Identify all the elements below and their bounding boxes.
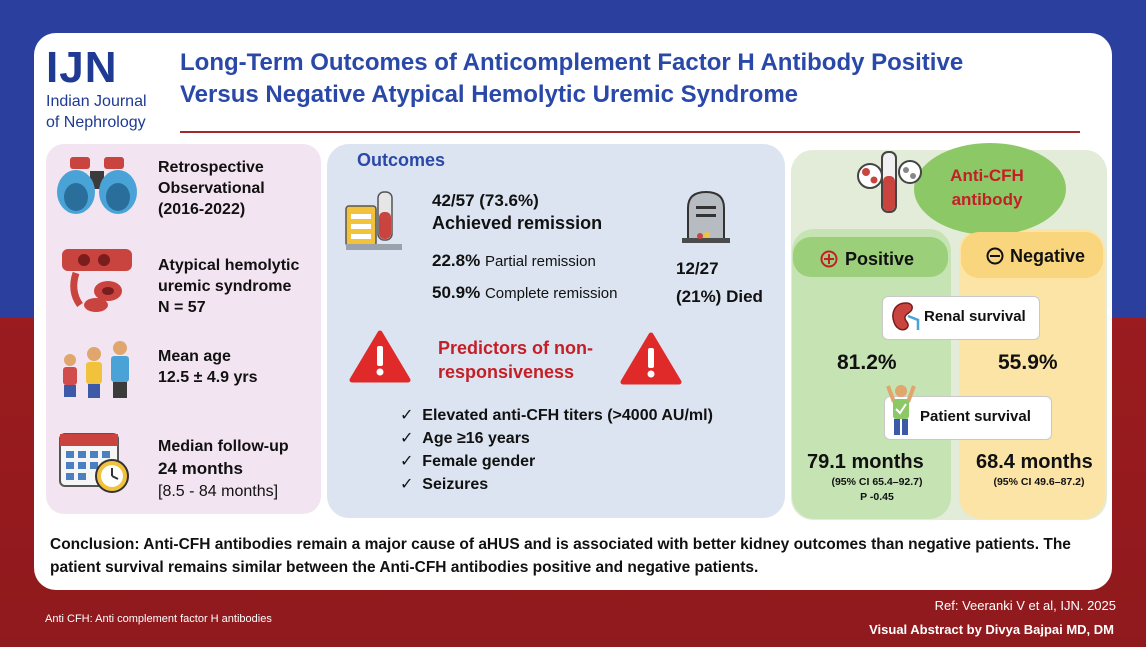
complete-remission-pct: 50.9% [432, 283, 481, 302]
check-icon: ✓ [400, 430, 414, 447]
check-icon: ✓ [400, 476, 414, 493]
blood-cells-tube-icon [856, 150, 922, 216]
follow-up [158, 436, 289, 502]
journal-logo [46, 43, 156, 132]
predictor-text: Seizures [422, 476, 489, 493]
minus-circle-icon [986, 247, 1004, 265]
warning-icon-right [620, 332, 682, 386]
predictor-text: Elevated anti-CFH titers (>4000 AU/ml) [422, 407, 713, 424]
conclusion-text: Conclusion: Anti-CFH antibodies remain a major cause of aHUS and is associated with better kidney outcomes than negative patients. The patient survival remains similar between the Anti-CFH antibodies positive and negative patients. [50, 536, 1071, 576]
outcomes-heading: Outcomes [357, 150, 446, 170]
remission-summary [432, 190, 602, 234]
study-type-line-1: Retrospective [158, 159, 264, 176]
logo-line-2: of Nephrology [46, 114, 146, 131]
predictor-text: Age ≥16 years [422, 430, 530, 447]
kidney-icon [888, 300, 922, 334]
renal-survival-positive: 81.2% [837, 351, 897, 374]
warning-icon-left [349, 330, 411, 384]
study-type [158, 157, 265, 220]
mortality [676, 258, 763, 308]
predictors-list [400, 404, 713, 496]
mean-age [158, 346, 258, 388]
negative-label: Negative [1010, 246, 1086, 266]
list-item [400, 404, 713, 427]
tombstone-icon [680, 190, 732, 244]
patient-icon [884, 384, 918, 438]
patient-survival-positive: 79.1 months [807, 451, 924, 473]
patient-survival-label: Patient survival [920, 408, 1031, 425]
disease-line-1: Atypical hemolytic [158, 257, 300, 274]
mean-age-value: 12.5 ± 4.9 yrs [158, 369, 258, 386]
p-value: P -0.45 [860, 491, 894, 503]
page-title [180, 47, 1060, 111]
predictor-text: Female gender [422, 453, 536, 470]
died-count: 12/27 [676, 259, 719, 278]
title-line-1: Long-Term Outcomes of Anticomplement Factor H Antibody Positive [180, 49, 964, 76]
renal-survival-negative: 55.9% [998, 351, 1058, 374]
disease-line-2: uremic syndrome [158, 278, 292, 295]
check-icon: ✓ [400, 453, 414, 470]
blood-vessel-icon [62, 243, 140, 313]
renal-survival-label: Renal survival [924, 308, 1026, 325]
antibody-badge-line-1: Anti-CFH [950, 166, 1024, 185]
patient-survival-negative: 68.4 months [976, 451, 1093, 473]
antibody-badge-label [932, 164, 1042, 212]
lab-test-tube-icon [346, 192, 408, 252]
check-icon: ✓ [400, 407, 414, 424]
author-credit: Visual Abstract by Divya Bajpai MD, DM [869, 622, 1114, 637]
antibody-badge-line-2: antibody [951, 190, 1023, 209]
died-label: (21%) Died [676, 287, 763, 306]
positive-label: Positive [845, 249, 915, 269]
logo-abbrev: IJN [46, 43, 118, 92]
remission-count: 42/57 (73.6%) [432, 191, 539, 210]
patient-survival-negative-ci: (95% CI 49.6–87.2) [993, 476, 1085, 488]
plus-circle-icon [820, 250, 838, 268]
calendar-clock-icon [58, 428, 132, 494]
follow-up-label: Median follow-up [158, 438, 289, 455]
follow-up-value: 24 months [158, 459, 244, 478]
predictors-title: Predictors of non-responsiveness [438, 338, 594, 382]
sample-size: N = 57 [158, 299, 206, 316]
patient-survival-positive-ci [806, 475, 948, 505]
partial-remission [432, 250, 596, 273]
abbreviation-footnote: Anti CFH: Anti complement factor H antibodies [45, 613, 272, 625]
study-period: (2016-2022) [158, 201, 246, 218]
family-icon [58, 340, 136, 400]
title-line-2: Versus Negative Atypical Hemolytic Uremic Syndrome [180, 81, 799, 108]
partial-remission-label: Partial remission [484, 253, 596, 270]
reference: Ref: Veeranki V et al, IJN. 2025 [934, 598, 1116, 613]
list-item [400, 450, 713, 473]
mean-age-label: Mean age [158, 348, 231, 365]
disease-info [158, 255, 299, 318]
follow-up-range: [8.5 - 84 months] [158, 483, 279, 500]
complete-remission-label: Complete remission [484, 285, 618, 302]
logo-line-1: Indian Journal [46, 93, 147, 110]
list-item [400, 473, 713, 496]
study-type-line-2: Observational [158, 180, 265, 197]
complete-remission [432, 282, 617, 305]
positive-ci-text: (95% CI 65.4–92.7) [831, 476, 923, 488]
remission-label: Achieved remission [432, 213, 603, 233]
list-item [400, 427, 713, 450]
binoculars-icon [56, 157, 138, 217]
partial-remission-pct: 22.8% [432, 251, 481, 270]
title-divider [180, 131, 1080, 133]
